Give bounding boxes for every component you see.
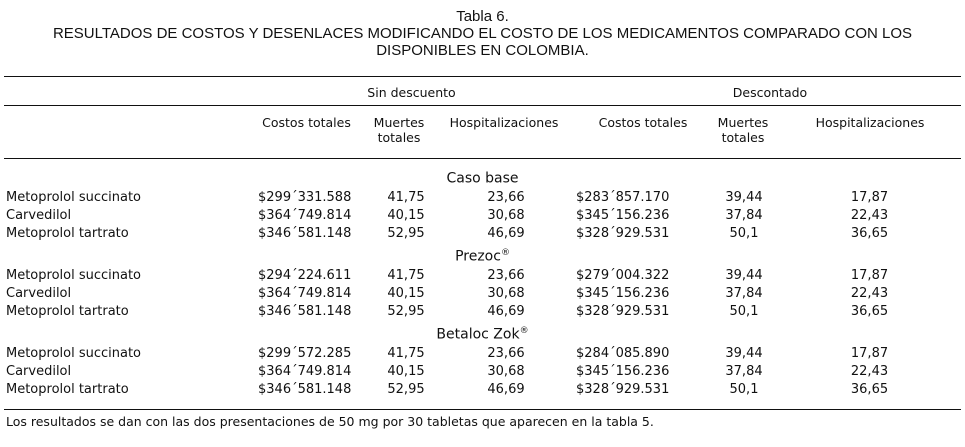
col-costos-totales-desc: Costos totales bbox=[598, 115, 688, 130]
title-line-1: RESULTADOS DE COSTOS Y DESENLACES MODIFICANDO EL COSTO DE LOS MEDICAMENTOS COMPARADO CON LOS bbox=[52, 25, 913, 42]
section-header bbox=[4, 324, 961, 344]
costos-descontado: $345´156.236 bbox=[576, 285, 670, 301]
costos-descontado: $345´156.236 bbox=[576, 207, 670, 223]
muertes-descontado: 37,84 bbox=[725, 207, 763, 223]
costos-sin-descuento: $364´749.814 bbox=[258, 363, 352, 379]
hosp-descontado: 17,87 bbox=[850, 267, 889, 283]
hosp-sin-descuento: 30,68 bbox=[487, 285, 525, 301]
costos-sin-descuento: $346´581.148 bbox=[258, 381, 352, 397]
section-name: Caso base bbox=[446, 170, 519, 187]
col-costos-totales: Costos totales bbox=[262, 115, 351, 130]
drug-name: Metoprolol succinato bbox=[6, 189, 142, 205]
costos-descontado: $284´085.890 bbox=[576, 345, 670, 361]
section-header bbox=[4, 168, 961, 188]
muertes-sin-descuento: 52,95 bbox=[387, 303, 425, 319]
col-muertes-totales bbox=[369, 115, 429, 145]
muertes-sin-descuento: 41,75 bbox=[387, 189, 425, 205]
section-header bbox=[4, 246, 961, 266]
col-hospitalizaciones: Hospitalizaciones bbox=[449, 115, 559, 130]
muertes-sin-descuento: 40,15 bbox=[387, 207, 425, 223]
costos-sin-descuento: $346´581.148 bbox=[258, 225, 352, 241]
col-muertes-desc-line2: totales bbox=[721, 130, 765, 145]
muertes-descontado: 37,84 bbox=[725, 363, 763, 379]
muertes-descontado: 50,1 bbox=[729, 381, 759, 397]
top-rule bbox=[4, 76, 961, 77]
header-rule bbox=[4, 158, 961, 159]
group-sin-descuento: Sin descuento bbox=[367, 85, 456, 100]
muertes-descontado: 37,84 bbox=[725, 285, 763, 301]
table-row bbox=[4, 380, 961, 398]
drug-name: Metoprolol tartrato bbox=[6, 303, 129, 319]
costos-sin-descuento: $346´581.148 bbox=[258, 303, 352, 319]
costos-sin-descuento: $364´749.814 bbox=[258, 285, 352, 301]
bottom-rule bbox=[4, 409, 961, 410]
table-row bbox=[4, 302, 961, 320]
hosp-descontado: 36,65 bbox=[850, 303, 889, 319]
hosp-descontado: 17,87 bbox=[850, 189, 889, 205]
costos-sin-descuento: $294´224.611 bbox=[258, 267, 352, 283]
table-row bbox=[4, 206, 961, 224]
hosp-sin-descuento: 46,69 bbox=[487, 381, 525, 397]
hosp-sin-descuento: 23,66 bbox=[487, 267, 525, 283]
section-title bbox=[4, 168, 961, 188]
registered-mark: ® bbox=[500, 247, 510, 258]
table-row bbox=[4, 362, 961, 380]
col-muertes-desc-line1: Muertes bbox=[717, 115, 769, 130]
muertes-sin-descuento: 40,15 bbox=[387, 285, 425, 301]
registered-mark: ® bbox=[519, 325, 529, 336]
muertes-descontado: 39,44 bbox=[725, 189, 763, 205]
muertes-descontado: 50,1 bbox=[729, 303, 759, 319]
results-table bbox=[4, 168, 961, 398]
hosp-sin-descuento: 46,69 bbox=[487, 225, 525, 241]
table-row bbox=[4, 224, 961, 242]
hosp-sin-descuento: 23,66 bbox=[487, 345, 525, 361]
muertes-sin-descuento: 52,95 bbox=[387, 225, 425, 241]
table-row bbox=[4, 266, 961, 284]
group-descontado: Descontado bbox=[732, 85, 808, 100]
drug-name: Carvedilol bbox=[6, 363, 72, 379]
column-header bbox=[4, 115, 961, 145]
section-name: Prezoc bbox=[455, 248, 501, 265]
hosp-descontado: 22,43 bbox=[850, 207, 889, 223]
table-row bbox=[4, 188, 961, 206]
hosp-sin-descuento: 30,68 bbox=[487, 207, 525, 223]
table-title bbox=[0, 8, 965, 59]
col-hospitalizaciones-desc: Hospitalizaciones bbox=[815, 115, 925, 130]
table-row bbox=[4, 284, 961, 302]
muertes-sin-descuento: 41,75 bbox=[387, 345, 425, 361]
costos-descontado: $328´929.531 bbox=[576, 303, 670, 319]
section-title bbox=[4, 324, 961, 344]
muertes-sin-descuento: 52,95 bbox=[387, 381, 425, 397]
col-muertes-line2: totales bbox=[377, 130, 421, 145]
muertes-sin-descuento: 41,75 bbox=[387, 267, 425, 283]
costos-sin-descuento: $364´749.814 bbox=[258, 207, 352, 223]
muertes-descontado: 39,44 bbox=[725, 345, 763, 361]
costos-descontado: $328´929.531 bbox=[576, 381, 670, 397]
hosp-sin-descuento: 46,69 bbox=[487, 303, 525, 319]
costos-descontado: $328´929.531 bbox=[576, 225, 670, 241]
costos-sin-descuento: $299´572.285 bbox=[258, 345, 352, 361]
drug-name: Carvedilol bbox=[6, 285, 72, 301]
hosp-descontado: 22,43 bbox=[850, 285, 889, 301]
hosp-descontado: 36,65 bbox=[850, 225, 889, 241]
footnote: Los resultados se dan con las dos presentaciones de 50 mg por 30 tabletas que aparecen en la tabla 5. bbox=[6, 414, 654, 429]
muertes-descontado: 50,1 bbox=[729, 225, 759, 241]
hosp-descontado: 36,65 bbox=[850, 381, 889, 397]
col-muertes-line1: Muertes bbox=[373, 115, 425, 130]
drug-name: Metoprolol succinato bbox=[6, 345, 142, 361]
drug-name: Metoprolol tartrato bbox=[6, 381, 129, 397]
table-row bbox=[4, 344, 961, 362]
table-number: Tabla 6. bbox=[456, 8, 509, 25]
hosp-descontado: 17,87 bbox=[850, 345, 889, 361]
costos-descontado: $345´156.236 bbox=[576, 363, 670, 379]
section-title bbox=[4, 246, 961, 266]
title-line-2: DISPONIBLES EN COLOMBIA. bbox=[376, 42, 589, 59]
muertes-descontado: 39,44 bbox=[725, 267, 763, 283]
muertes-sin-descuento: 40,15 bbox=[387, 363, 425, 379]
hosp-sin-descuento: 23,66 bbox=[487, 189, 525, 205]
group-header bbox=[4, 85, 961, 100]
section-name: Betaloc Zok bbox=[436, 326, 520, 343]
hosp-sin-descuento: 30,68 bbox=[487, 363, 525, 379]
drug-name: Metoprolol tartrato bbox=[6, 225, 129, 241]
costos-descontado: $279´004.322 bbox=[576, 267, 670, 283]
costos-descontado: $283´857.170 bbox=[576, 189, 670, 205]
drug-name: Carvedilol bbox=[6, 207, 72, 223]
costos-sin-descuento: $299´331.588 bbox=[258, 189, 352, 205]
col-muertes-totales-desc bbox=[707, 115, 779, 145]
hosp-descontado: 22,43 bbox=[850, 363, 889, 379]
drug-name: Metoprolol succinato bbox=[6, 267, 142, 283]
group-rule bbox=[4, 105, 961, 106]
